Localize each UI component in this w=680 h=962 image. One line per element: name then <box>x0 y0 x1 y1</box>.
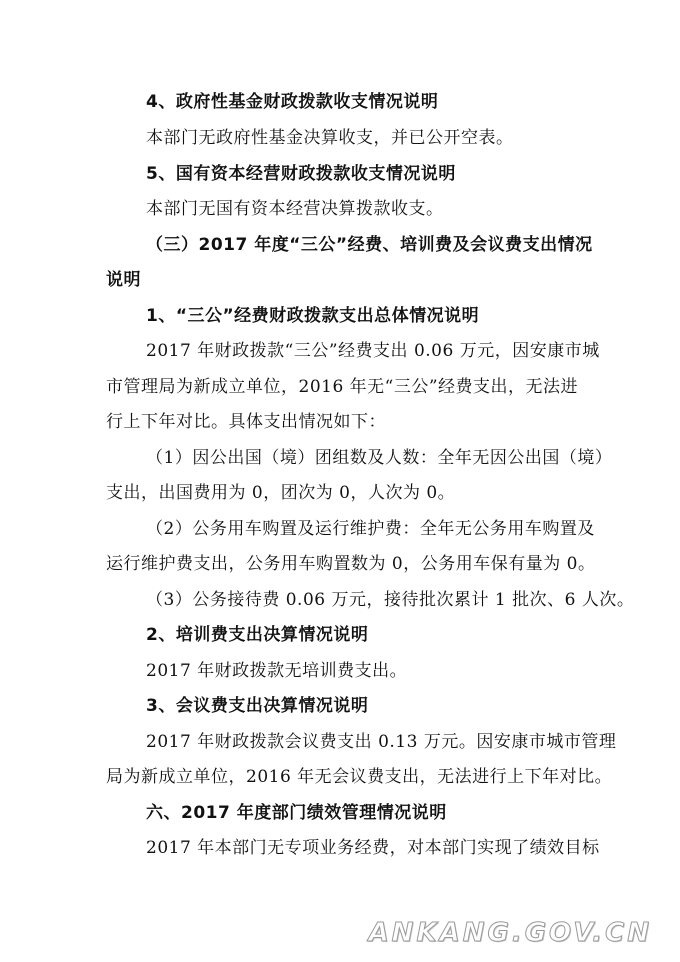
heading-three-public-overview: 1、“三公”经费财政拨款支出总体情况说明 <box>146 306 480 326</box>
list-item-overseas: （1）因公出国（境）团组数及人数：全年无因公出国（境） <box>146 448 613 468</box>
heading-three-public-expenses-cont: 说明 <box>106 270 141 290</box>
paragraph-performance: 2017 年本部门无专项业务经费，对本部门实现了绩效目标 <box>146 838 600 858</box>
paragraph-meetings: 2017 年财政拨款会议费支出 0.13 万元。因安康市城市管理 <box>146 732 617 752</box>
list-item-reception: （3）公务接待费 0.06 万元，接待批次累计 1 批次、6 人次。 <box>146 590 635 610</box>
heading-training: 2、培训费支出决算情况说明 <box>146 625 369 645</box>
paragraph-text-line: 2017 年财政拨款“三公”经费支出 0.06 万元，因安康市城 <box>146 341 600 361</box>
paragraph-government-fund: 本部门无政府性基金决算收支，并已公开空表。 <box>146 128 514 148</box>
paragraph-training: 2017 年财政拨款无培训费支出。 <box>146 661 408 681</box>
list-item-vehicles: （2）公务用车购置及运行维护费：全年无公务用车购置及 <box>146 519 595 539</box>
heading-three-public-expenses: （三）2017 年度“三公”经费、培训费及会议费支出情况 <box>146 235 593 255</box>
heading-performance: 六、2017 年度部门绩效管理情况说明 <box>146 803 447 823</box>
heading-state-capital: 5、国有资本经营财政拨款收支情况说明 <box>146 164 456 184</box>
paragraph-meetings-cont: 局为新成立单位，2016 年无会议费支出，无法进行上下年对比。 <box>106 767 613 787</box>
list-item-overseas-cont: 支出，出国费用为 0，团次为 0，人次为 0。 <box>106 483 456 503</box>
heading-meetings: 3、会议费支出决算情况说明 <box>146 696 369 716</box>
paragraph-text-line: 行上下年对比。具体支出情况如下： <box>106 412 386 432</box>
heading-government-fund: 4、政府性基金财政拨款收支情况说明 <box>146 92 439 112</box>
site-watermark: ANKANG.GOV.CN <box>368 918 652 948</box>
list-item-vehicles-cont: 运行维护费支出，公务用车购置数为 0，公务用车保有量为 0。 <box>106 554 596 574</box>
paragraph-text-line: 市管理局为新成立单位，2016 年无“三公”经费支出，无法进 <box>106 377 579 397</box>
paragraph-state-capital: 本部门无国有资本经营决算拨款收支。 <box>146 199 444 219</box>
